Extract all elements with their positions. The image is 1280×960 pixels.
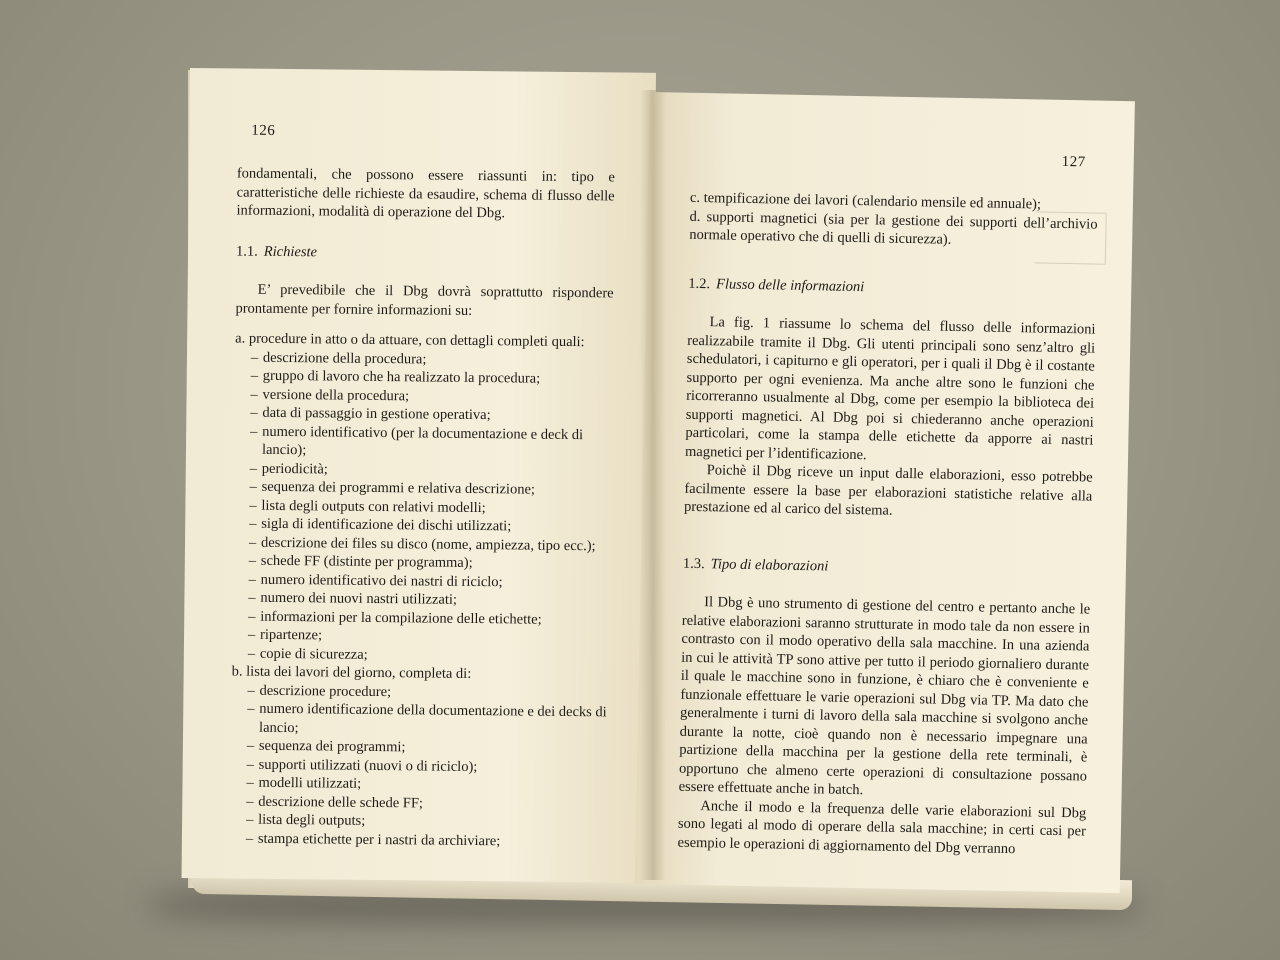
- section-title: Richieste: [263, 243, 318, 260]
- intro-paragraph: fondamentali, che possono essere riassunti in: tipo e caratteristiche delle richieste da esaudire, schema di flusso delle informazioni, modalità di operazione del Dbg.: [236, 165, 615, 222]
- item-b-sublist: [230, 681, 610, 851]
- list-item-d: d. supporti magnetici (sia per la gestione dei supporti dell’archivio normale operativo che di quelli di sicurezza).: [689, 208, 1098, 248]
- left-page: [182, 68, 656, 883]
- list-item: – informazioni per la compilazione delle etichette;: [248, 607, 610, 629]
- section-number: 1.1.: [236, 242, 258, 260]
- section-heading-1-1: [236, 242, 614, 264]
- list-item: – schede FF (distinte per programma);: [249, 552, 611, 574]
- left-page-number: 126: [251, 122, 276, 139]
- list-item: – descrizione della procedura;: [251, 348, 613, 370]
- list-item: – ripartenze;: [248, 626, 610, 648]
- list-item: – supporti utilizzati (nuovi o di riciclo);: [247, 755, 609, 777]
- section-title: Flusso delle informazioni: [715, 275, 865, 295]
- item-a-sublist: [232, 348, 613, 666]
- paragraph: Il Dbg è uno strumento di gestione del centro e pertanto anche le relative elaborazioni saranno strutturate in modo tale da non essere in contrasto con il modo operativo della sala macchine. In una azienda in cui le attività TP sono attive per tutto il periodo giornaliero durante il quale le macchine sono in funzione, è chiaro che è conveniente e funzionale effettuare le varie operazioni sul Dbg via TP. Ma dato che generalmente i turni di lavoro della sala macchine si svolgono anche durante la notte, cioè quando non è necessario impegnare una partizione della macchina per la gestione della rete terminali, è opportuno che almeno certe operazioni di consultazione possano essere effettuate anche in batch.: [678, 594, 1091, 799]
- right-page: [635, 92, 1135, 893]
- section-heading-1-2: [688, 274, 1096, 300]
- book-gutter: [640, 90, 666, 880]
- list-item: – data di passaggio in gestione operativa;: [250, 404, 612, 426]
- right-page-body: [677, 189, 1098, 860]
- list-item: – numero identificazione della documentazione e dei decks di lancio;: [247, 700, 609, 741]
- list-item: – numero identificativo (per la documentazione e deck di lancio);: [250, 422, 612, 463]
- section-title: Tipo di elaborazioni: [710, 555, 829, 575]
- list-item: – sigla di identificazione dei dischi utilizzati;: [249, 515, 611, 537]
- right-page-number: 127: [1061, 153, 1086, 171]
- list-item: – numero dei nuovi nastri utilizzati;: [248, 589, 610, 611]
- list-item-b: b. lista dei lavori del giorno, completa di:: [231, 663, 472, 682]
- section-number: 1.2.: [688, 275, 711, 292]
- list-item: – sequenza dei programmi;: [247, 737, 609, 759]
- section-heading-1-3: [683, 554, 1091, 580]
- list-item: – modelli utilizzati;: [246, 774, 608, 796]
- list-item: – gruppo di lavoro che ha realizzato la procedura;: [251, 367, 613, 389]
- list-item: – periodicità;: [250, 459, 612, 481]
- list-item: – sequenza dei programmi e relativa descrizione;: [250, 478, 612, 500]
- paragraph: Anche il modo e la frequenza delle varie elaborazioni sul Dbg sono legati al modo di operare della sala macchine; in certi casi per esempio le operazioni di aggiornamento del Dbg verranno: [677, 797, 1087, 857]
- list-item: – lista degli outputs con relativi modelli;: [249, 496, 611, 518]
- list-item: – lista degli outputs;: [246, 811, 608, 833]
- paragraph: Poichè il Dbg riceve un input dalle elaborazioni, esso potrebbe facilmente essere la base per elaborazioni statistiche relative alla prestazione ed al carico del sistema.: [683, 462, 1093, 519]
- list-item: – versione della procedura;: [250, 385, 612, 407]
- list-item: – descrizione dei files su disco (nome, ampiezza, tipo ecc.);: [249, 533, 611, 555]
- paragraph: La fig. 1 riassume lo schema del flusso delle informazioni realizzabile tramite il Dbg. Gli utenti principali sono senz’altro gli schedulatori, i capiturno e gli operatori, per i quali il Dbg è il costante supporto per ogni evenienza. Ma anche altre sono le funzioni che ricorreranno usualmente al Dbg, come per esempio la biblioteca dei supporti magnetici. Al Dbg poi si chiederanno anche operazioni particolari, come la stampa delle etichette da apporre ai nastri magnetici per l’identificazione.: [684, 314, 1096, 463]
- section-number: 1.3.: [682, 555, 705, 572]
- list-item-a: a. procedure in atto o da attuare, con dettagli completi quali:: [235, 330, 585, 351]
- left-page-body: [230, 164, 615, 851]
- list-item: – numero identificativo dei nastri di riciclo;: [249, 570, 611, 592]
- list-item-c: c. tempificazione dei lavori (calendario mensile ed annuale);: [689, 189, 1042, 213]
- list-item: – stampa etichette per i nastri da archiviare;: [246, 829, 608, 851]
- lead-paragraph: E’ prevedibile che il Dbg dovrà soprattutto rispondere prontamente per fornire informazioni su:: [235, 281, 614, 319]
- list-item: – copie di sicurezza;: [248, 644, 610, 666]
- list-item: – descrizione delle schede FF;: [246, 792, 608, 814]
- list-item: – descrizione procedure;: [247, 681, 609, 703]
